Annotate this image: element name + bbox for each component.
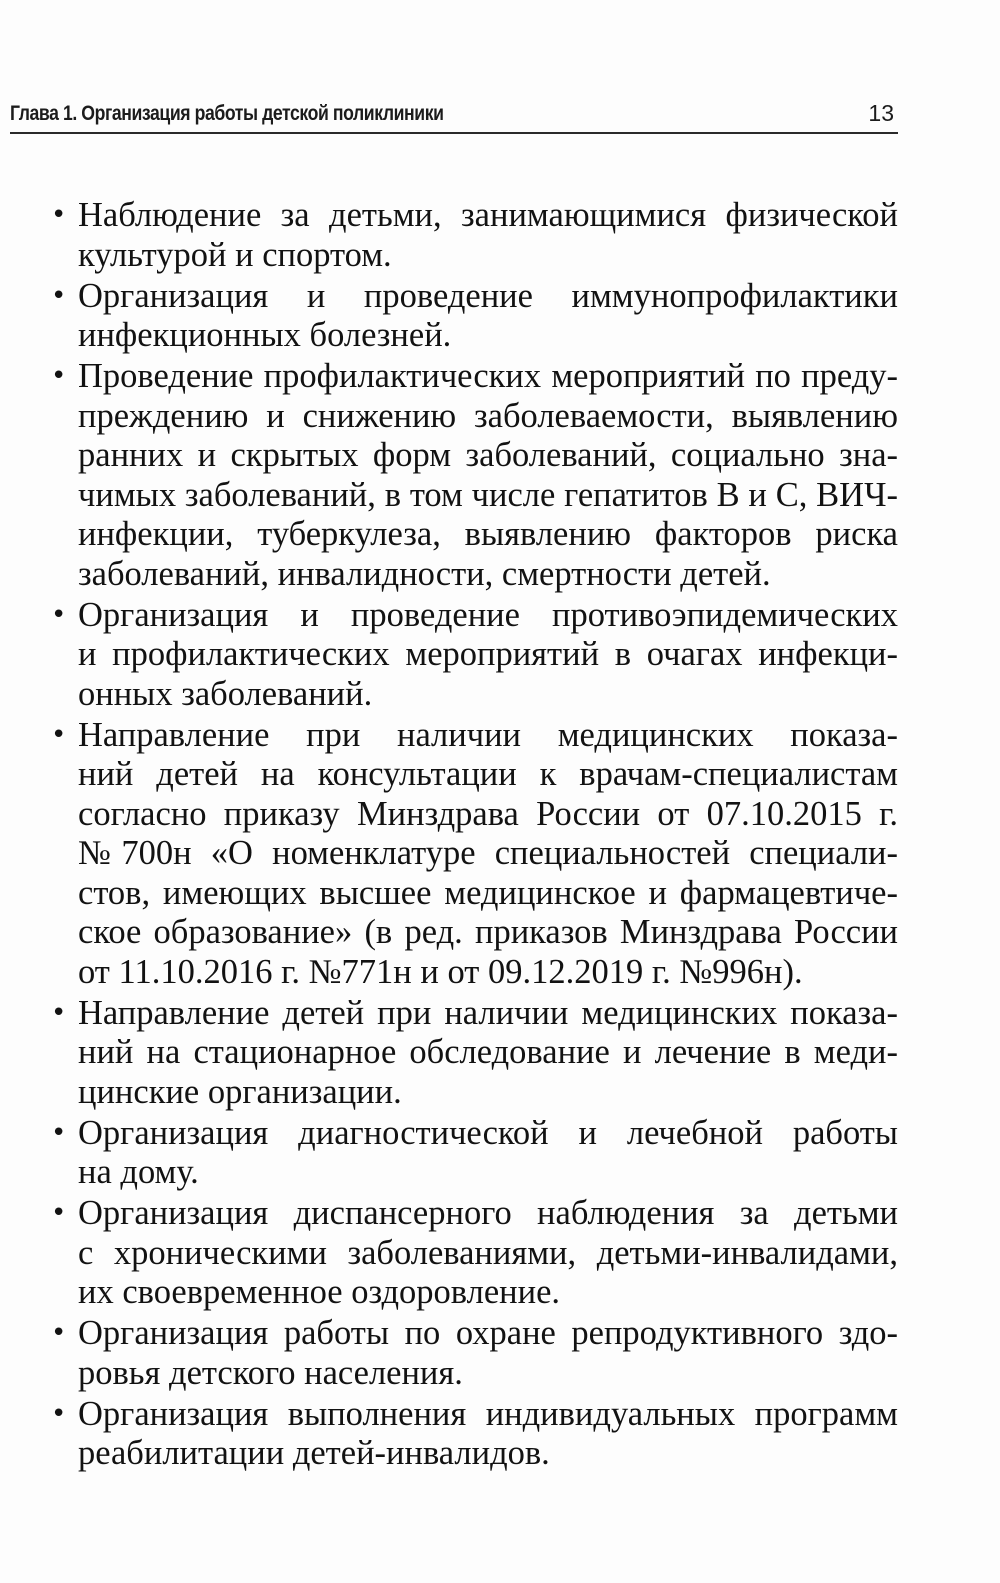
- list-item: [48, 994, 898, 1113]
- text-line: ранних и скрытых форм заболеваний, социально зна-: [78, 436, 898, 474]
- text-line: Направление при наличии медицинских показа-: [78, 715, 898, 754]
- bullet-icon: •: [51, 200, 67, 230]
- text-line: чимых заболеваний, в том числе гепатитов В и С, ВИЧ-: [78, 475, 898, 514]
- chapter-title: Глава 1. Организация работы детской поликлиники: [10, 102, 444, 125]
- page-number: 13: [868, 100, 894, 126]
- text-line: с хроническими заболеваниями, детьми-инвалидами,: [78, 1233, 898, 1272]
- text-line: ское образование» (в ред. приказов Минздрава России: [78, 913, 898, 951]
- list-item: [48, 1314, 898, 1393]
- list-item: [48, 357, 898, 594]
- text-line: культурой и спортом.: [78, 235, 392, 274]
- bullet-icon: •: [51, 361, 67, 391]
- text-line: стов, имеющих высшее медицинское и фармацевтиче-: [78, 873, 898, 912]
- text-line: ний детей на консультации к врачам-специалистам: [78, 755, 898, 793]
- text-line: ний на стационарное обследование и лечение в меди-: [78, 1033, 898, 1071]
- text-line: ровья детского населения.: [78, 1353, 463, 1392]
- text-line: преждению и снижению заболеваемости, выявлению: [78, 396, 898, 435]
- text-line: Направление детей при наличии медицинских показа-: [78, 993, 898, 1032]
- bullet-icon: •: [51, 1398, 67, 1429]
- list-item: [48, 1194, 898, 1313]
- bullet-icon: •: [51, 719, 67, 750]
- text-line: заболеваний, инвалидности, смертности детей.: [78, 554, 771, 593]
- list-item: [48, 596, 898, 715]
- text-line: и профилактических мероприятий в очагах инфекци-: [78, 635, 898, 673]
- text-line: согласно приказу Минздрава России от 07.10.2015 г.: [78, 794, 898, 833]
- text-line: Организация и проведение противоэпидемических: [78, 595, 898, 634]
- text-line: Наблюдение за детьми, занимающимися физической: [78, 196, 898, 234]
- list-item: [48, 716, 898, 993]
- text-line: Организация работы по охране репродуктивного здо-: [78, 1314, 898, 1352]
- text-line: цинские организации.: [78, 1072, 402, 1111]
- list-item: [48, 1395, 898, 1474]
- text-line: Организация диагностической и лечебной работы: [78, 1113, 898, 1152]
- bullet-icon: •: [51, 599, 67, 630]
- text-line: от 11.10.2016 г. №771н и от 09.12.2019 г. №996н).: [78, 952, 803, 991]
- text-line: Проведение профилактических мероприятий по преду-: [78, 357, 898, 395]
- text-line: Организация выполнения индивидуальных программ: [78, 1394, 898, 1433]
- text-line: инфекционных болезней.: [78, 316, 452, 354]
- text-line: инфекции, туберкулеза, выявлению факторов риска: [78, 515, 898, 553]
- running-header: [10, 96, 898, 134]
- bullet-icon: •: [51, 1198, 67, 1228]
- bullet-icon: •: [51, 1117, 67, 1148]
- text-line: реабилитации детей-инвалидов.: [78, 1434, 550, 1472]
- text-line: на дому.: [78, 1153, 199, 1191]
- bullet-icon: •: [51, 1318, 67, 1348]
- list-item: [48, 196, 898, 275]
- text-line: их своевременное оздоровление.: [78, 1273, 561, 1311]
- text-line: Организация и проведение иммунопрофилактики: [78, 276, 898, 315]
- bullet-icon: •: [51, 280, 67, 311]
- text-line: №700н «О номенклатуре специальностей специали-: [78, 834, 898, 872]
- text-line: онных заболеваний.: [78, 674, 373, 713]
- list-item: [48, 1114, 898, 1193]
- text-line: Организация диспансерного наблюдения за детьми: [78, 1194, 898, 1232]
- bullet-icon: •: [51, 997, 67, 1028]
- list-item: [48, 277, 898, 356]
- bullet-list: [48, 196, 898, 1475]
